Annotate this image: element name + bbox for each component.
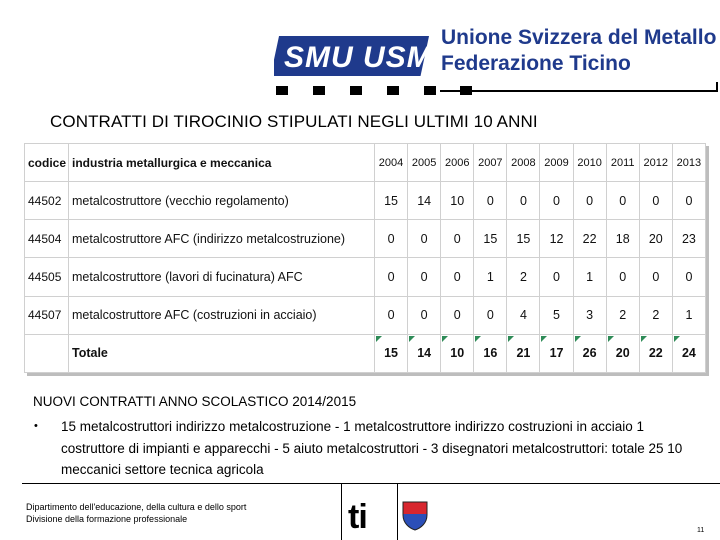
formula-marker-icon <box>541 336 547 342</box>
total-value <box>375 334 408 372</box>
footer-divider <box>341 484 342 540</box>
header-year: 2013 <box>672 144 705 182</box>
total-value <box>573 334 606 372</box>
header-year: 2004 <box>375 144 408 182</box>
ticino-ti-logo: ti <box>348 498 367 536</box>
row-value: 15 <box>474 220 507 258</box>
formula-marker-icon <box>641 336 647 342</box>
row-value: 3 <box>573 296 606 334</box>
decor-square <box>350 86 362 95</box>
table-row <box>25 220 706 258</box>
table-row <box>25 182 706 220</box>
row-value: 0 <box>474 182 507 220</box>
footer-divider <box>397 484 398 540</box>
header-year: 2008 <box>507 144 540 182</box>
row-value: 15 <box>375 182 408 220</box>
row-value: 4 <box>507 296 540 334</box>
footer-department <box>26 502 246 525</box>
total-value <box>441 334 474 372</box>
row-value: 0 <box>540 182 573 220</box>
total-value-text: 24 <box>681 346 696 361</box>
total-value-text: 22 <box>648 346 663 361</box>
footer-department-line1: Dipartimento dell'educazione, della cultura e dello sport <box>26 502 247 512</box>
row-value: 2 <box>639 296 672 334</box>
total-value-text: 16 <box>483 346 498 361</box>
row-value: 14 <box>408 182 441 220</box>
total-value-text: 14 <box>417 346 432 361</box>
formula-marker-icon <box>575 336 581 342</box>
footer-rule <box>22 483 720 484</box>
total-value-text: 10 <box>450 346 465 361</box>
total-value <box>507 334 540 372</box>
total-value-text: 17 <box>549 346 564 361</box>
footer-department-line2: Divisione della formazione professionale <box>26 513 188 524</box>
total-value-text: 20 <box>615 346 630 361</box>
contracts-table <box>24 143 706 373</box>
total-value-text: 21 <box>516 346 531 361</box>
total-value <box>672 334 705 372</box>
page-number: 11 <box>697 527 705 534</box>
row-value: 0 <box>408 220 441 258</box>
row-value: 5 <box>540 296 573 334</box>
row-description: metalcostruttore (lavori di fucinatura) AFC <box>69 258 375 296</box>
org-name-line2: Federazione Ticino <box>441 52 631 75</box>
row-value: 0 <box>408 296 441 334</box>
formula-marker-icon <box>508 336 514 342</box>
row-value: 0 <box>639 258 672 296</box>
header-rule <box>440 90 718 92</box>
header-industry: industria metallurgica e meccanica <box>69 144 375 182</box>
total-value <box>639 334 672 372</box>
total-value <box>540 334 573 372</box>
table-header-row <box>25 144 706 182</box>
smu-usm-logo <box>274 22 720 100</box>
row-value: 0 <box>540 258 573 296</box>
row-value: 0 <box>441 296 474 334</box>
row-code: 44505 <box>25 258 69 296</box>
total-value <box>474 334 507 372</box>
header-year: 2010 <box>573 144 606 182</box>
total-row <box>25 334 706 372</box>
formula-marker-icon <box>608 336 614 342</box>
header-code: codice <box>25 144 69 182</box>
formula-marker-icon <box>409 336 415 342</box>
formula-marker-icon <box>376 336 382 342</box>
total-value-text: 26 <box>582 346 597 361</box>
row-value: 0 <box>606 182 639 220</box>
row-value: 15 <box>507 220 540 258</box>
row-value: 2 <box>606 296 639 334</box>
header-year: 2009 <box>540 144 573 182</box>
row-value: 0 <box>408 258 441 296</box>
header-rule-end <box>716 82 718 92</box>
total-value <box>408 334 441 372</box>
row-value: 0 <box>375 258 408 296</box>
row-value: 23 <box>672 220 705 258</box>
formula-marker-icon <box>442 336 448 342</box>
row-value: 0 <box>474 296 507 334</box>
row-value: 0 <box>672 182 705 220</box>
row-value: 18 <box>606 220 639 258</box>
org-name-line1: Unione Svizzera del Metallo <box>441 26 717 49</box>
row-value: 20 <box>639 220 672 258</box>
total-code-cell <box>25 334 69 372</box>
row-value: 0 <box>375 296 408 334</box>
row-value: 1 <box>672 296 705 334</box>
row-value: 1 <box>474 258 507 296</box>
header-year: 2007 <box>474 144 507 182</box>
row-code: 44507 <box>25 296 69 334</box>
row-value: 0 <box>441 220 474 258</box>
row-value: 0 <box>639 182 672 220</box>
formula-marker-icon <box>674 336 680 342</box>
total-value <box>606 334 639 372</box>
page-title: CONTRATTI DI TIROCINIO STIPULATI NEGLI ULTIMI 10 ANNI <box>50 112 538 131</box>
row-value: 0 <box>441 258 474 296</box>
row-value: 0 <box>507 182 540 220</box>
total-value-text: 15 <box>384 346 398 361</box>
table-row <box>25 296 706 334</box>
row-description: metalcostruttore AFC (indirizzo metalcostruzione) <box>69 220 375 258</box>
row-value: 12 <box>540 220 573 258</box>
header-year: 2012 <box>639 144 672 182</box>
row-value: 10 <box>441 182 474 220</box>
svg-text:SMU USM: SMU USM <box>284 41 433 74</box>
table-row <box>25 258 706 296</box>
decor-square <box>424 86 436 95</box>
header-year: 2011 <box>606 144 639 182</box>
row-value: 1 <box>573 258 606 296</box>
row-value: 22 <box>573 220 606 258</box>
row-value: 0 <box>672 258 705 296</box>
decor-square <box>387 86 399 95</box>
ticino-shield-icon <box>402 501 428 531</box>
bullet-icon: • <box>34 420 38 432</box>
row-value: 0 <box>606 258 639 296</box>
total-label: Totale <box>69 334 375 372</box>
row-value: 0 <box>375 220 408 258</box>
row-description: metalcostruttore (vecchio regolamento) <box>69 182 375 220</box>
row-code: 44504 <box>25 220 69 258</box>
new-contracts-text: 15 metalcostruttori indirizzo metalcostruzione - 1 metalcostruttore indirizzo costruzioni in acciaio 1 costruttore di impianti e apparecchi - 5 aiuto metalcostruttori - 3 disegnatori metalcostruttori: totale 25 10 meccanici settore tecnica agricola <box>61 419 683 477</box>
header-year: 2006 <box>441 144 474 182</box>
row-description: metalcostruttore AFC (costruzioni in acciaio) <box>69 296 375 334</box>
row-value: 0 <box>573 182 606 220</box>
row-value: 2 <box>507 258 540 296</box>
new-contracts-heading: NUOVI CONTRATTI ANNO SCOLASTICO 2014/2015 <box>33 394 357 409</box>
smu-usm-logo-mark <box>274 22 436 82</box>
formula-marker-icon <box>475 336 481 342</box>
decor-square <box>276 86 288 95</box>
header-year: 2005 <box>408 144 441 182</box>
decor-square <box>313 86 325 95</box>
row-code: 44502 <box>25 182 69 220</box>
